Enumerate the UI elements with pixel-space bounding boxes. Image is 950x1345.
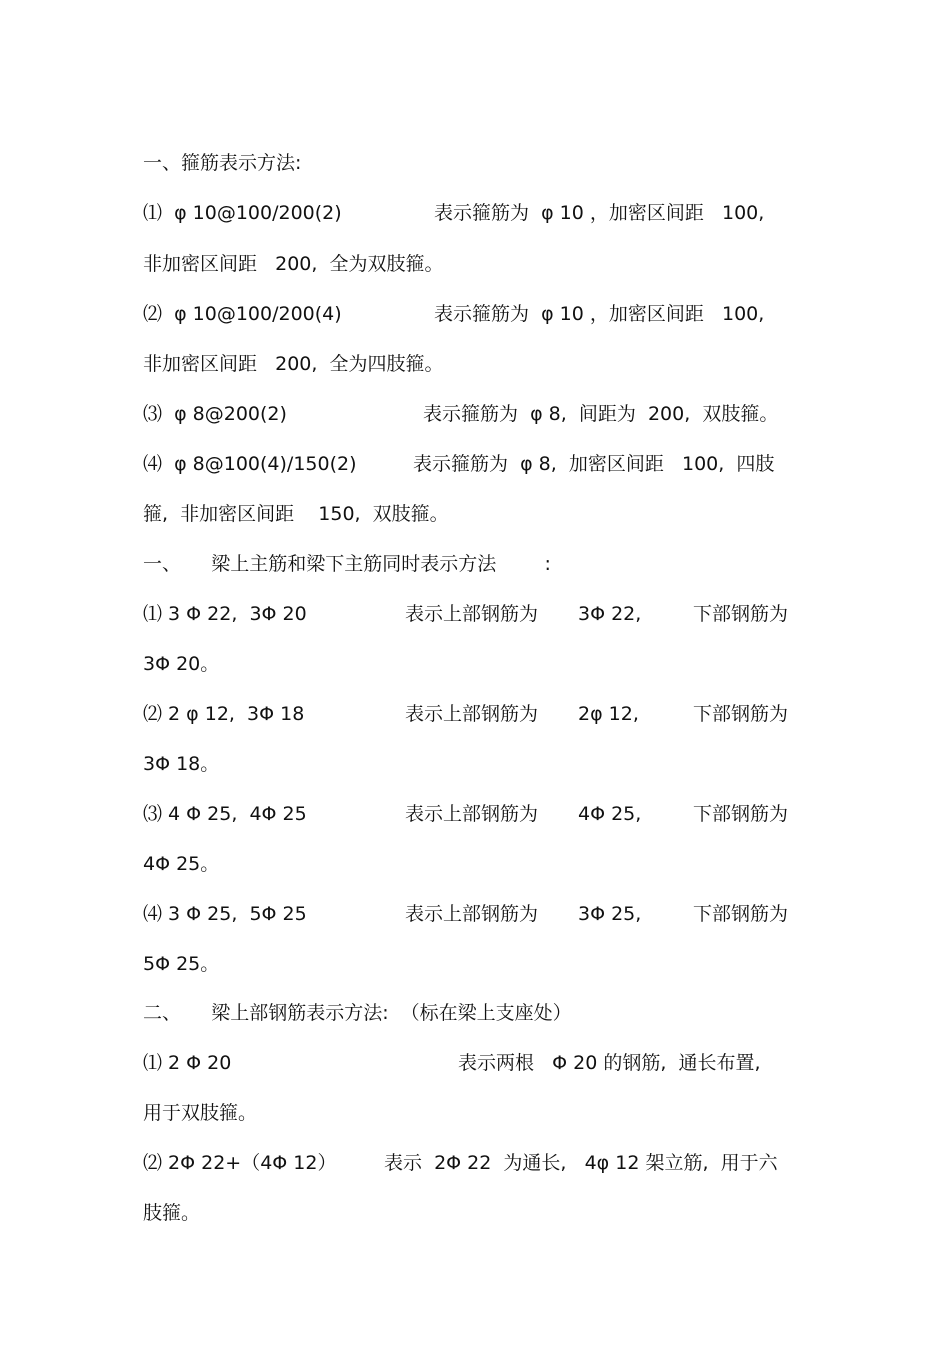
text-line — [0, 849, 220, 879]
item-description: 表示箍筋为 φ 8, 间距为 200, 双肢箍。 — [423, 403, 779, 425]
item-description: 表示箍筋为 φ 10 ，加密区间距 100, — [434, 303, 765, 325]
item-description: 表示两根 Φ 20 的钢筋, 通长布置, — [458, 1052, 761, 1074]
item-code: ⑷ 3 Φ 25, 5Φ 25 — [143, 903, 307, 925]
bottom-rebar-label: 下部钢筋为 — [693, 803, 789, 825]
item-description-cont: 非加密区间距 200, 全为四肢箍。 — [143, 353, 444, 375]
item-code: ⑴ φ 10@100/200(2) — [143, 202, 342, 224]
text-line — [0, 649, 220, 679]
item-description: 表示箍筋为 φ 10 ，加密区间距 100, — [434, 202, 765, 224]
text-line — [0, 599, 789, 629]
text-line — [0, 1198, 201, 1228]
text-line — [0, 549, 551, 579]
top-rebar-value: 3Φ 22, — [578, 603, 642, 625]
text-line — [0, 1048, 761, 1078]
item-code: ⑴ 2 Φ 20 — [143, 1052, 232, 1074]
text-line — [0, 299, 765, 329]
bottom-rebar-value: 3Φ 18。 — [143, 753, 220, 775]
top-rebar-value: 4Φ 25, — [578, 803, 642, 825]
bottom-rebar-label: 下部钢筋为 — [693, 603, 789, 625]
item-code: ⑶ φ 8@200(2) — [143, 403, 287, 425]
item-description: 表示箍筋为 φ 8, 加密区间距 100, 四肢 — [413, 453, 775, 475]
text-line — [0, 499, 449, 529]
text-line — [0, 198, 765, 228]
item-description: 表示上部钢筋为 — [405, 603, 539, 625]
text-line — [0, 399, 779, 429]
text-line — [0, 949, 220, 979]
item-description-cont: 用于双肢箍。 — [143, 1102, 258, 1124]
text-line — [0, 349, 444, 379]
item-description: 表示上部钢筋为 — [405, 903, 539, 925]
item-description: 表示上部钢筋为 — [405, 703, 539, 725]
item-code: ⑴ 3 Φ 22, 3Φ 20 — [143, 603, 307, 625]
text-line — [0, 998, 572, 1028]
item-code: ⑵ 2 φ 12, 3Φ 18 — [143, 703, 305, 725]
item-description-cont: 箍, 非加密区间距 150, 双肢箍。 — [143, 503, 449, 525]
item-description-cont: 非加密区间距 200, 全为双肢箍。 — [143, 253, 444, 275]
text-line — [0, 249, 444, 279]
top-rebar-value: 2φ 12, — [578, 703, 639, 725]
section-heading: 二、 梁上部钢筋表示方法: （标在梁上支座处） — [143, 1002, 572, 1024]
text-line — [0, 749, 220, 779]
item-description: 表示上部钢筋为 — [405, 803, 539, 825]
item-description-cont: 肢箍。 — [143, 1202, 201, 1224]
text-line — [0, 899, 789, 929]
text-line — [0, 799, 789, 829]
text-line — [0, 699, 789, 729]
bottom-rebar-value: 4Φ 25。 — [143, 853, 220, 875]
bottom-rebar-label: 下部钢筋为 — [693, 903, 789, 925]
text-line — [0, 1098, 258, 1128]
bottom-rebar-value: 3Φ 20。 — [143, 653, 220, 675]
item-code: ⑶ 4 Φ 25, 4Φ 25 — [143, 803, 307, 825]
text-line — [0, 148, 302, 178]
bottom-rebar-value: 5Φ 25。 — [143, 953, 220, 975]
text-line — [0, 449, 775, 479]
item-code: ⑵ φ 10@100/200(4) — [143, 303, 342, 325]
item-description: 表示 2Φ 22 为通长, 4φ 12 架立筋, 用于六 — [384, 1152, 778, 1174]
text-line — [0, 1148, 778, 1178]
bottom-rebar-label: 下部钢筋为 — [693, 703, 789, 725]
item-code: ⑵ 2Φ 22+（4Φ 12） — [143, 1152, 337, 1174]
section-heading: 一、 梁上主筋和梁下主筋同时表示方法 : — [143, 553, 551, 575]
item-code: ⑷ φ 8@100(4)/150(2) — [143, 453, 357, 475]
top-rebar-value: 3Φ 25, — [578, 903, 642, 925]
section-heading: 一、箍筋表示方法: — [143, 152, 302, 174]
